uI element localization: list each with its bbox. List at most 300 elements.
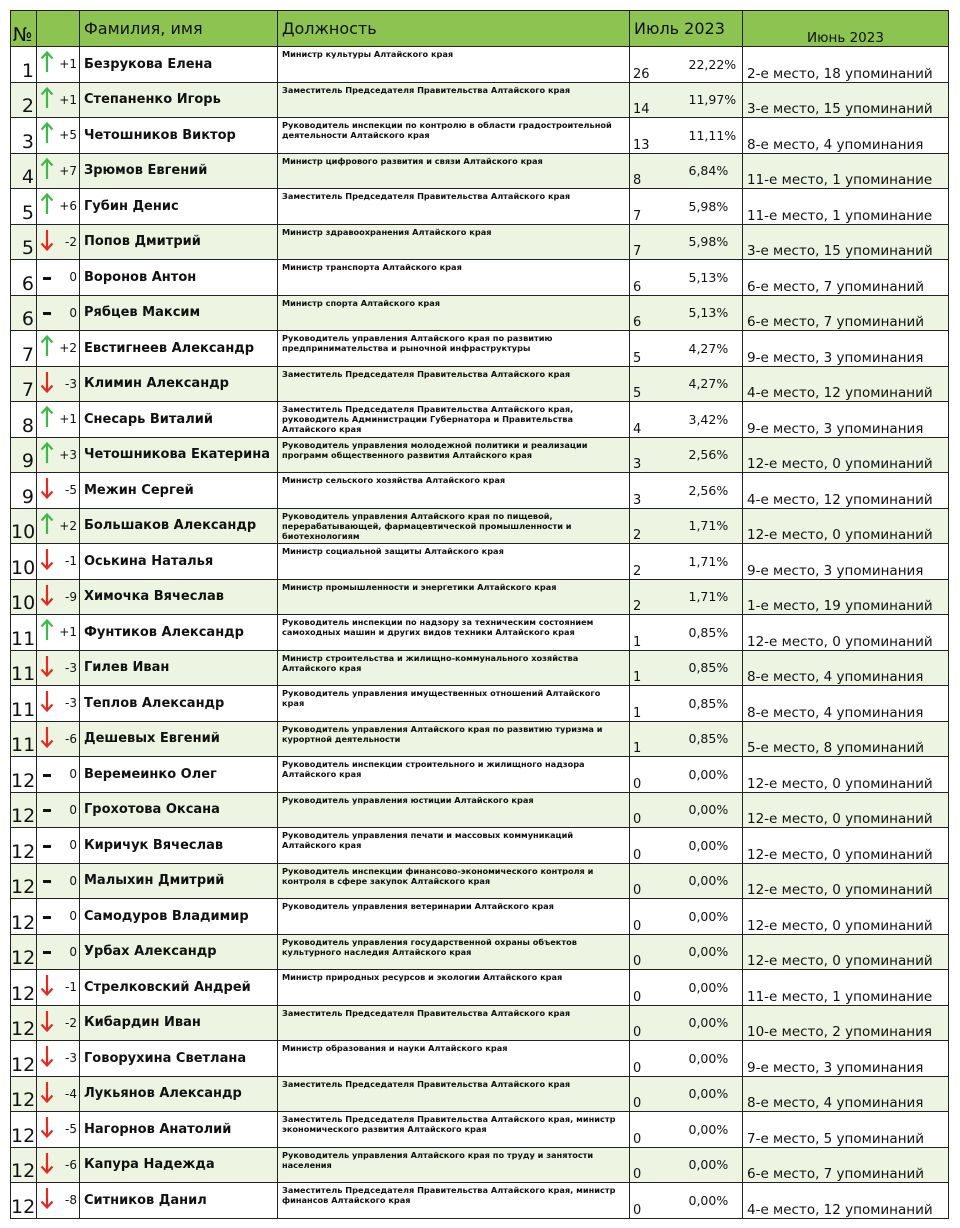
percent-cell: 0,00%: [685, 828, 743, 864]
table-header: [11, 11, 949, 47]
rank-cell: 11: [11, 615, 37, 651]
position-cell: Руководитель управления Алтайского края по развитию туризма и курортной деятельности: [278, 721, 630, 757]
percent-cell: 0,00%: [685, 1041, 743, 1077]
position-cell: Руководитель управления печати и массовых коммуникаций Алтайского края: [278, 828, 630, 864]
rank-cell: 12: [11, 1147, 37, 1183]
name-cell: Дешевых Евгений: [80, 721, 278, 757]
name-cell: Четошникова Екатерина: [80, 437, 278, 473]
june-cell: 4-е место, 12 упоминаний: [743, 473, 949, 509]
name-cell: Самодуров Владимир: [80, 899, 278, 935]
table-row: [11, 82, 949, 118]
trend-cell: [37, 792, 57, 828]
count-cell: 0: [630, 828, 685, 864]
percent-cell: 0,85%: [685, 721, 743, 757]
table-row: [11, 757, 949, 793]
count-cell: 0: [630, 1112, 685, 1148]
table-row: [11, 1076, 949, 1112]
trend-cell: [37, 899, 57, 935]
trend-cell: [37, 366, 57, 402]
rank-cell: 12: [11, 934, 37, 970]
table-row: [11, 224, 949, 260]
june-cell: 9-е место, 3 упоминания: [743, 331, 949, 367]
percent-cell: 6,84%: [685, 153, 743, 189]
position-cell: Руководитель управления Алтайского края по развитию предпринимательства и рыночной инфраструктуры: [278, 331, 630, 367]
position-cell: Руководитель управления государственной охраны объектов культурного наследия Алтайского края: [278, 934, 630, 970]
count-cell: 0: [630, 1147, 685, 1183]
percent-cell: 3,42%: [685, 402, 743, 438]
count-cell: 0: [630, 863, 685, 899]
count-cell: 0: [630, 1005, 685, 1041]
delta-cell: 0: [57, 828, 80, 864]
no-change-icon: [43, 277, 51, 280]
arrow-down-icon: [40, 689, 54, 713]
count-cell: 6: [630, 260, 685, 296]
june-cell: 11-е место, 1 упоминание: [743, 189, 949, 225]
percent-cell: 5,98%: [685, 189, 743, 225]
position-cell: Министр культуры Алтайского края: [278, 47, 630, 83]
trend-cell: [37, 934, 57, 970]
position-cell: Руководитель управления молодежной политики и реализации программ общественного развития Алтайского края: [278, 437, 630, 473]
rank-cell: 6: [11, 295, 37, 331]
name-cell: Урбах Александр: [80, 934, 278, 970]
table-row: [11, 47, 949, 83]
percent-cell: 1,71%: [685, 579, 743, 615]
name-cell: Степаненко Игорь: [80, 82, 278, 118]
table-row: [11, 118, 949, 154]
name-cell: Лукьянов Александр: [80, 1076, 278, 1112]
table-row: [11, 544, 949, 580]
name-cell: Снесарь Виталий: [80, 402, 278, 438]
rank-cell: 7: [11, 331, 37, 367]
delta-cell: +1: [57, 47, 80, 83]
june-cell: 12-е место, 0 упоминаний: [743, 615, 949, 651]
delta-cell: 0: [57, 295, 80, 331]
table-row: [11, 828, 949, 864]
table-row: [11, 650, 949, 686]
arrow-down-icon: [40, 1080, 54, 1104]
june-cell: 7-е место, 5 упоминаний: [743, 1112, 949, 1148]
name-cell: Гилев Иван: [80, 650, 278, 686]
count-cell: 1: [630, 650, 685, 686]
trend-cell: [37, 615, 57, 651]
delta-cell: -8: [57, 1183, 80, 1219]
percent-cell: 0,00%: [685, 1076, 743, 1112]
percent-cell: 0,00%: [685, 1005, 743, 1041]
rank-cell: 10: [11, 579, 37, 615]
name-cell: Киричук Вячеслав: [80, 828, 278, 864]
position-cell: Руководитель инспекции строительного и жилищного надзора Алтайского края: [278, 757, 630, 793]
trend-cell: [37, 260, 57, 296]
june-cell: 12-е место, 0 упоминаний: [743, 899, 949, 935]
header-name: Фамилия, имя: [80, 11, 278, 47]
rank-cell: 12: [11, 970, 37, 1006]
rank-cell: 2: [11, 82, 37, 118]
no-change-icon: [43, 916, 51, 919]
delta-cell: +6: [57, 189, 80, 225]
june-cell: 8-е место, 4 упоминания: [743, 650, 949, 686]
arrow-down-icon: [40, 1115, 54, 1139]
delta-cell: 0: [57, 757, 80, 793]
count-cell: 1: [630, 686, 685, 722]
arrow-down-icon: [40, 547, 54, 571]
table-row: [11, 721, 949, 757]
count-cell: 1: [630, 615, 685, 651]
delta-cell: +1: [57, 615, 80, 651]
name-cell: Межин Сергей: [80, 473, 278, 509]
trend-cell: [37, 402, 57, 438]
delta-cell: +3: [57, 437, 80, 473]
count-cell: 0: [630, 970, 685, 1006]
name-cell: Четошников Виктор: [80, 118, 278, 154]
table-row: [11, 792, 949, 828]
percent-cell: 5,13%: [685, 295, 743, 331]
count-cell: 5: [630, 331, 685, 367]
position-cell: Министр строительства и жилищно-коммунального хозяйства Алтайского края: [278, 650, 630, 686]
delta-cell: -5: [57, 473, 80, 509]
table-row: [11, 437, 949, 473]
count-cell: 2: [630, 508, 685, 544]
arrow-down-icon: [40, 654, 54, 678]
position-cell: Министр транспорта Алтайского края: [278, 260, 630, 296]
table-row: [11, 508, 949, 544]
rank-cell: 1: [11, 47, 37, 83]
delta-cell: +1: [57, 402, 80, 438]
position-cell: Руководитель управления ветеринарии Алтайского края: [278, 899, 630, 935]
table-row: [11, 295, 949, 331]
rank-cell: 12: [11, 863, 37, 899]
trend-cell: [37, 1005, 57, 1041]
table-row: [11, 1183, 949, 1219]
name-cell: Фунтиков Александр: [80, 615, 278, 651]
june-cell: 6-е место, 7 упоминаний: [743, 295, 949, 331]
trend-cell: [37, 508, 57, 544]
count-cell: 0: [630, 899, 685, 935]
percent-cell: 22,22%: [685, 47, 743, 83]
no-change-icon: [43, 880, 51, 883]
percent-cell: 5,13%: [685, 260, 743, 296]
trend-cell: [37, 1041, 57, 1077]
rank-cell: 10: [11, 544, 37, 580]
name-cell: Большаков Александр: [80, 508, 278, 544]
name-cell: Веремеинко Олег: [80, 757, 278, 793]
name-cell: Теплов Александр: [80, 686, 278, 722]
arrow-down-icon: [40, 228, 54, 252]
percent-cell: 0,00%: [685, 1147, 743, 1183]
percent-cell: 0,85%: [685, 615, 743, 651]
position-cell: Министр сельского хозяйства Алтайского края: [278, 473, 630, 509]
position-cell: Заместитель Председателя Правительства Алтайского края, министр экономического развития Алтайского края: [278, 1112, 630, 1148]
arrow-down-icon: [40, 1044, 54, 1068]
count-cell: 13: [630, 118, 685, 154]
position-cell: Руководитель управления имущественных отношений Алтайского края: [278, 686, 630, 722]
percent-cell: 0,00%: [685, 863, 743, 899]
june-cell: 10-е место, 2 упоминания: [743, 1005, 949, 1041]
percent-cell: 0,85%: [685, 686, 743, 722]
name-cell: Воронов Антон: [80, 260, 278, 296]
count-cell: 6: [630, 295, 685, 331]
rank-cell: 12: [11, 1041, 37, 1077]
arrow-up-icon: [40, 86, 54, 110]
count-cell: 0: [630, 934, 685, 970]
name-cell: Химочка Вячеслав: [80, 579, 278, 615]
arrow-down-icon: [40, 725, 54, 749]
table-row: [11, 686, 949, 722]
percent-cell: 0,00%: [685, 970, 743, 1006]
name-cell: Капура Надежда: [80, 1147, 278, 1183]
count-cell: 1: [630, 721, 685, 757]
june-cell: 3-е место, 15 упоминаний: [743, 224, 949, 260]
delta-cell: +2: [57, 508, 80, 544]
percent-cell: 4,27%: [685, 331, 743, 367]
count-cell: 7: [630, 224, 685, 260]
rank-cell: 11: [11, 686, 37, 722]
arrow-up-icon: [40, 618, 54, 642]
rank-cell: 7: [11, 366, 37, 402]
position-cell: Заместитель Председателя Правительства Алтайского края: [278, 1076, 630, 1112]
delta-cell: -5: [57, 1112, 80, 1148]
rank-cell: 9: [11, 437, 37, 473]
position-cell: Руководитель инспекции по контролю в области градостроительной деятельности Алтайского края: [278, 118, 630, 154]
arrow-up-icon: [40, 334, 54, 358]
position-cell: Руководитель инспекции финансово-экономического контроля и контроля в сфере закупок Алтайского края: [278, 863, 630, 899]
trend-cell: [37, 863, 57, 899]
table-row: [11, 153, 949, 189]
rank-cell: 12: [11, 757, 37, 793]
table-row: [11, 402, 949, 438]
name-cell: Рябцев Максим: [80, 295, 278, 331]
june-cell: 12-е место, 0 упоминаний: [743, 757, 949, 793]
percent-cell: 4,27%: [685, 366, 743, 402]
delta-cell: 0: [57, 792, 80, 828]
name-cell: Попов Дмитрий: [80, 224, 278, 260]
table-row: [11, 1005, 949, 1041]
percent-cell: 0,85%: [685, 650, 743, 686]
june-cell: 12-е место, 0 упоминаний: [743, 828, 949, 864]
name-cell: Евстигнеев Александр: [80, 331, 278, 367]
percent-cell: 2,56%: [685, 437, 743, 473]
name-cell: Говорухина Светлана: [80, 1041, 278, 1077]
arrow-up-icon: [40, 50, 54, 74]
position-cell: Министр промышленности и энергетики Алтайского края: [278, 579, 630, 615]
delta-cell: -3: [57, 1041, 80, 1077]
june-cell: 8-е место, 4 упоминания: [743, 1076, 949, 1112]
percent-cell: 0,00%: [685, 899, 743, 935]
rank-cell: 4: [11, 153, 37, 189]
trend-cell: [37, 1147, 57, 1183]
name-cell: Зрюмов Евгений: [80, 153, 278, 189]
rank-cell: 11: [11, 650, 37, 686]
june-cell: 3-е место, 15 упоминаний: [743, 82, 949, 118]
june-cell: 2-е место, 18 упоминаний: [743, 47, 949, 83]
header-position: Должность: [278, 11, 630, 47]
delta-cell: +5: [57, 118, 80, 154]
rank-cell: 12: [11, 899, 37, 935]
arrow-down-icon: [40, 973, 54, 997]
table-row: [11, 863, 949, 899]
count-cell: 2: [630, 579, 685, 615]
june-cell: 11-е место, 1 упоминание: [743, 153, 949, 189]
rank-cell: 10: [11, 508, 37, 544]
june-cell: 12-е место, 0 упоминаний: [743, 437, 949, 473]
position-cell: Заместитель Председателя Правительства Алтайского края: [278, 189, 630, 225]
table-row: [11, 934, 949, 970]
count-cell: 0: [630, 792, 685, 828]
june-cell: 9-е место, 3 упоминания: [743, 544, 949, 580]
trend-cell: [37, 544, 57, 580]
june-cell: 1-е место, 19 упоминаний: [743, 579, 949, 615]
rank-cell: 6: [11, 260, 37, 296]
position-cell: Министр цифрового развития и связи Алтайского края: [278, 153, 630, 189]
position-cell: Руководитель инспекции по надзору за техническим состоянием самоходных машин и других видов техники Алтайского края: [278, 615, 630, 651]
trend-cell: [37, 331, 57, 367]
table-row: [11, 899, 949, 935]
arrow-down-icon: [40, 370, 54, 394]
table-row: [11, 189, 949, 225]
table-row: [11, 1041, 949, 1077]
count-cell: 8: [630, 153, 685, 189]
name-cell: Безрукова Елена: [80, 47, 278, 83]
position-cell: Руководитель управления Алтайского края по пищевой, перерабатывающей, фармацевтической промышленности и биотехнологиям: [278, 508, 630, 544]
percent-cell: 0,00%: [685, 934, 743, 970]
rank-cell: 12: [11, 1183, 37, 1219]
trend-cell: [37, 295, 57, 331]
delta-cell: 0: [57, 934, 80, 970]
position-cell: Заместитель Председателя Правительства Алтайского края: [278, 1005, 630, 1041]
june-cell: 9-е место, 3 упоминания: [743, 1041, 949, 1077]
ranking-table: [10, 10, 949, 1219]
june-cell: 9-е место, 3 упоминания: [743, 402, 949, 438]
position-cell: Заместитель Председателя Правительства Алтайского края, министр финансов Алтайского края: [278, 1183, 630, 1219]
delta-cell: -3: [57, 686, 80, 722]
june-cell: 4-е место, 12 упоминаний: [743, 366, 949, 402]
percent-cell: 1,71%: [685, 544, 743, 580]
name-cell: Нагорнов Анатолий: [80, 1112, 278, 1148]
rank-cell: 5: [11, 189, 37, 225]
trend-cell: [37, 1112, 57, 1148]
table-row: [11, 1112, 949, 1148]
june-cell: 4-е место, 12 упоминаний: [743, 1183, 949, 1219]
percent-cell: 5,98%: [685, 224, 743, 260]
table-body: [11, 47, 949, 1219]
name-cell: Климин Александр: [80, 366, 278, 402]
rank-cell: 12: [11, 792, 37, 828]
table-row: [11, 970, 949, 1006]
position-cell: Руководитель управления Алтайского края по труду и занятости населения: [278, 1147, 630, 1183]
rank-cell: 5: [11, 224, 37, 260]
june-cell: 12-е место, 0 упоминаний: [743, 508, 949, 544]
arrow-up-icon: [40, 441, 54, 465]
delta-cell: -3: [57, 366, 80, 402]
header-july: Июль 2023: [630, 11, 743, 47]
table-row: [11, 579, 949, 615]
position-cell: Министр социальной защиты Алтайского края: [278, 544, 630, 580]
count-cell: 2: [630, 544, 685, 580]
delta-cell: -6: [57, 1147, 80, 1183]
percent-cell: 0,00%: [685, 792, 743, 828]
position-cell: Министр спорта Алтайского края: [278, 295, 630, 331]
name-cell: Губин Денис: [80, 189, 278, 225]
count-cell: 4: [630, 402, 685, 438]
arrow-down-icon: [40, 476, 54, 500]
delta-cell: -9: [57, 579, 80, 615]
name-cell: Оськина Наталья: [80, 544, 278, 580]
trend-cell: [37, 224, 57, 260]
trend-cell: [37, 82, 57, 118]
ranking-table-container: [10, 10, 948, 1219]
delta-cell: 0: [57, 863, 80, 899]
delta-cell: -2: [57, 1005, 80, 1041]
arrow-up-icon: [40, 512, 54, 536]
percent-cell: 0,00%: [685, 1183, 743, 1219]
table-row: [11, 260, 949, 296]
delta-cell: +1: [57, 82, 80, 118]
position-cell: Заместитель Председателя Правительства Алтайского края: [278, 366, 630, 402]
june-cell: 12-е место, 0 упоминаний: [743, 792, 949, 828]
arrow-down-icon: [40, 1186, 54, 1210]
count-cell: 0: [630, 1076, 685, 1112]
arrow-up-icon: [40, 157, 54, 181]
june-cell: 6-е место, 7 упоминаний: [743, 260, 949, 296]
trend-cell: [37, 721, 57, 757]
count-cell: 0: [630, 1041, 685, 1077]
delta-cell: -6: [57, 721, 80, 757]
no-change-icon: [43, 809, 51, 812]
table-row: [11, 331, 949, 367]
position-cell: Заместитель Председателя Правительства Алтайского края, руководитель Администрации Губернатора и Правительства Алтайского края: [278, 402, 630, 438]
percent-cell: 1,71%: [685, 508, 743, 544]
header-trend: [37, 11, 80, 47]
count-cell: 0: [630, 757, 685, 793]
no-change-icon: [43, 774, 51, 777]
percent-cell: 2,56%: [685, 473, 743, 509]
rank-cell: 8: [11, 402, 37, 438]
table-row: [11, 615, 949, 651]
rank-cell: 9: [11, 473, 37, 509]
delta-cell: +7: [57, 153, 80, 189]
position-cell: Заместитель Председателя Правительства Алтайского края: [278, 82, 630, 118]
june-cell: 6-е место, 7 упоминаний: [743, 1147, 949, 1183]
percent-cell: 0,00%: [685, 1112, 743, 1148]
trend-cell: [37, 579, 57, 615]
delta-cell: -3: [57, 650, 80, 686]
position-cell: Министр природных ресурсов и экологии Алтайского края: [278, 970, 630, 1006]
trend-cell: [37, 189, 57, 225]
trend-cell: [37, 1183, 57, 1219]
count-cell: 3: [630, 437, 685, 473]
rank-cell: 12: [11, 1005, 37, 1041]
table-row: [11, 1147, 949, 1183]
trend-cell: [37, 153, 57, 189]
rank-cell: 12: [11, 828, 37, 864]
trend-cell: [37, 757, 57, 793]
june-cell: 8-е место, 4 упоминания: [743, 686, 949, 722]
delta-cell: -1: [57, 970, 80, 1006]
delta-cell: 0: [57, 260, 80, 296]
arrow-up-icon: [40, 405, 54, 429]
trend-cell: [37, 686, 57, 722]
rank-cell: 12: [11, 1112, 37, 1148]
trend-cell: [37, 828, 57, 864]
delta-cell: 0: [57, 899, 80, 935]
percent-cell: 11,97%: [685, 82, 743, 118]
delta-cell: -1: [57, 544, 80, 580]
percent-cell: 0,00%: [685, 757, 743, 793]
delta-cell: -2: [57, 224, 80, 260]
table-row: [11, 366, 949, 402]
trend-cell: [37, 437, 57, 473]
header-june: Июнь 2023: [743, 11, 949, 47]
percent-cell: 11,11%: [685, 118, 743, 154]
